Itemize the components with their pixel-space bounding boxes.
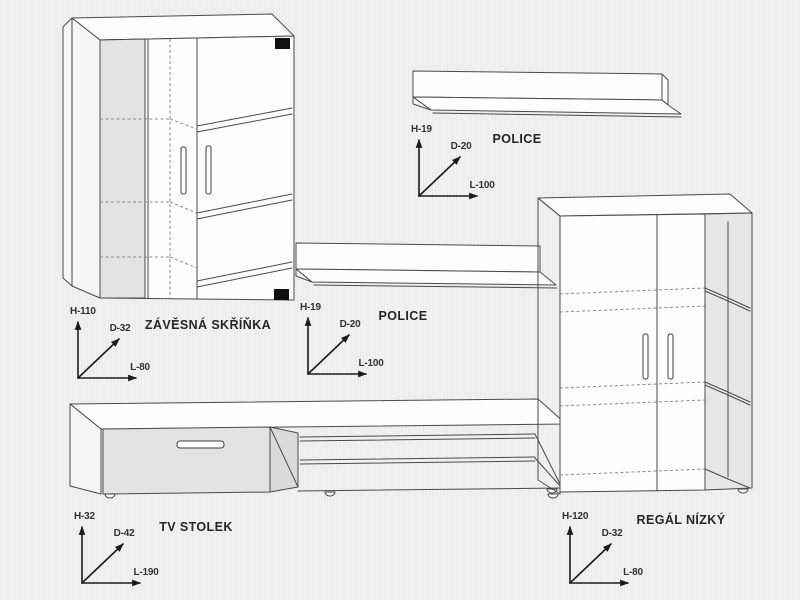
bookcase-height-label: H-120 <box>562 511 589 522</box>
shelf-middle-depth-label: D-20 <box>339 319 361 330</box>
depth-axis-arrow <box>82 544 123 583</box>
cabinet-height-label: H-110 <box>70 306 96 317</box>
depth-axis-arrow <box>78 339 119 378</box>
tv-stand-height-label: H-32 <box>74 511 95 522</box>
tv-stand-drawing <box>70 399 566 498</box>
shelf-top-length-label: L-100 <box>469 180 495 191</box>
shelf-middle-dimension-axes <box>300 302 384 374</box>
shelf-top-dimension-axes <box>411 124 495 196</box>
tv-stand-length-label: L-190 <box>133 567 159 578</box>
hanging-cabinet-drawing <box>63 14 294 300</box>
bookcase-depth-label: D-32 <box>601 528 623 539</box>
shelf-middle-length-label: L-100 <box>358 358 384 369</box>
low-bookcase-drawing <box>538 194 752 498</box>
bookcase-dimension-axes <box>562 511 644 583</box>
depth-axis-arrow <box>419 157 460 196</box>
cabinet-length-label: L-80 <box>130 362 150 373</box>
tv-stand-dimension-axes <box>74 511 159 583</box>
tv-stand-depth-label: D-42 <box>113 528 135 539</box>
bookcase-label: REGÁL NÍZKÝ <box>636 513 726 527</box>
shelf-top-depth-label: D-20 <box>450 141 472 152</box>
shelf-middle-height-label: H-19 <box>300 302 321 313</box>
shelf-top-label: POLICE <box>492 132 542 146</box>
depth-axis-arrow <box>570 544 611 583</box>
depth-axis-arrow <box>308 335 349 374</box>
cabinet-dimension-axes <box>70 306 151 378</box>
tv-stand-label: TV STOLEK <box>159 520 233 534</box>
shelf-middle-label: POLICE <box>378 309 428 323</box>
cabinet-depth-label: D-32 <box>109 323 131 334</box>
shelf-top-height-label: H-19 <box>411 124 432 135</box>
shelf-middle-drawing <box>296 243 557 288</box>
cabinet-label: ZÁVĚSNÁ SKŘÍŇKA <box>144 318 272 332</box>
bookcase-length-label: L-80 <box>623 567 643 578</box>
shelf-top-drawing <box>413 71 681 117</box>
